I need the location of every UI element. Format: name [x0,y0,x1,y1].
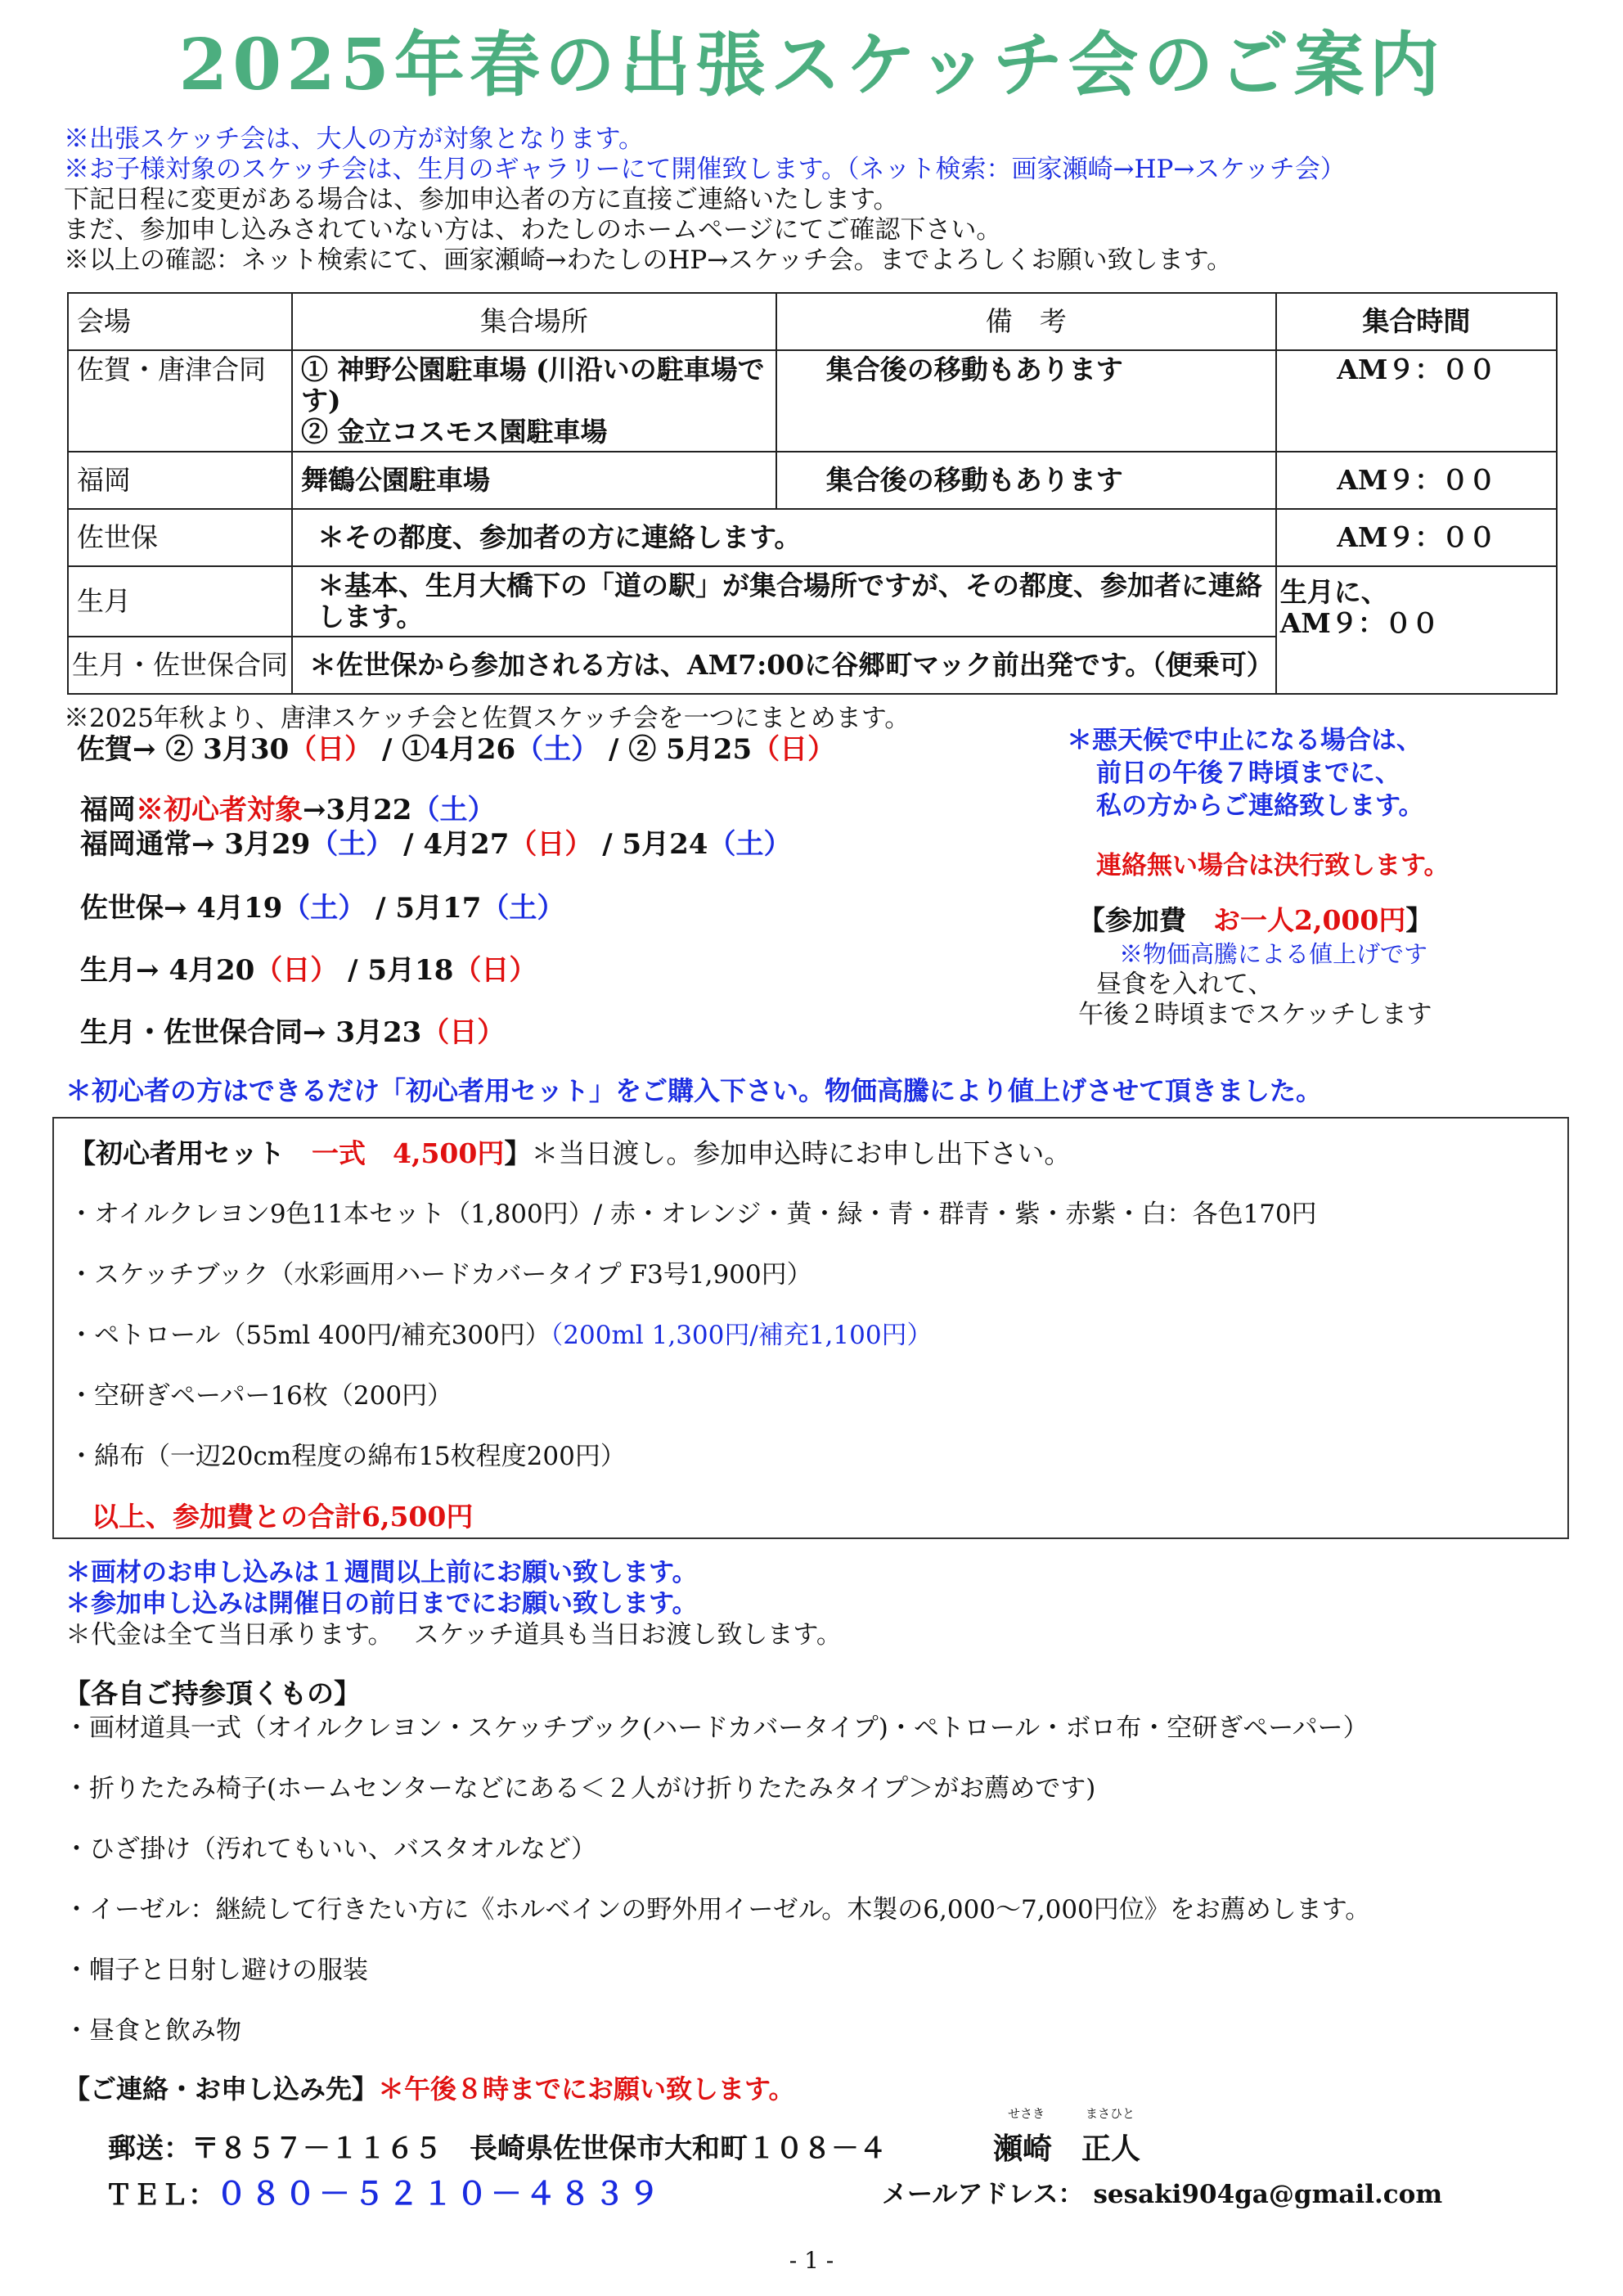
time-line: AM９：００ [1279,607,1439,639]
schedule-saga: 佐賀→ ② 3月30（日） / ①4月26（土） / ② 5月25（日） [77,733,836,766]
span-cell [292,566,1276,637]
header-place: 集合場所 [292,293,776,350]
set-item: ・オイルクレヨン9色11本セット（1,800円）/ 赤・オレンジ・黄・緑・青・群青・紫・赤紫・白：各色170円 [69,1200,1317,1229]
bring-item: ・昼食と飲み物 [64,2016,241,2046]
weather-line: 前日の午後７時頃までに、 [1096,759,1400,788]
weather-line: ＊悪天候で中止になる場合は、 [1067,726,1422,755]
time-line: 生月に、 [1279,576,1388,608]
note-cell: 集合後の移動もあります [776,350,1276,452]
venue-cell: 生月・佐世保合同 [68,637,292,694]
contact-address: 郵送：〒８５７－１１６５ 長崎県佐世保市大和町１０８－４ [108,2132,887,2165]
span-text: ＊基本、生月大橋下の「道の駅」が集合場所ですが、その都度、参加者に連絡します。 [317,569,1262,633]
page-number: - 1 - [789,2247,834,2274]
place-line: ② 金立コスモス園駐車場 [301,416,608,448]
intro-line: 下記日程に変更がある場合は、参加申込者の方に直接ご連絡いたします。 [64,185,899,214]
fee-note: ※物価高騰による値上げです [1119,940,1428,968]
weather-line: 私の方からご連絡致します。 [1096,791,1424,821]
contact-mail: メールアドレス： sesaki904ga@gmail.com [882,2180,1443,2209]
bring-item: ・画材道具一式（オイルクレヨン・スケッチブック(ハードカバータイプ)・ペトロール・ボロ布・空研ぎペーパー） [64,1713,1369,1743]
lunch-line: 午後２時頃までスケッチします [1078,1000,1432,1029]
time-cell [1276,566,1557,694]
time-cell: AM９：００ [1276,452,1557,509]
set-item: ・空研ぎペーパー16枚（200円） [69,1381,453,1411]
intro-line: まだ、参加申し込みされていない方は、わたしのホームページにてご確認下さい。 [64,215,1002,245]
intro-line: ※出張スケッチ会は、大人の方が対象となります。 [64,124,644,154]
intro-notes [64,124,1346,276]
intro-line: ※以上の確認：ネット検索にて、画家瀬崎→わたしのHP→スケッチ会。までよろしくお願い致します。 [64,245,1233,275]
header-venue: 会場 [68,293,292,350]
header-note: 備 考 [776,293,1276,350]
table-row [68,452,1557,509]
set-total: 以上、参加費との合計6,500円 [92,1501,474,1533]
place-cell [292,350,776,452]
schedule-joint: 生月・佐世保合同→ 3月23（日） [80,1016,506,1049]
notice-line: ＊参加申し込みは開催日の前日までにお願い致します。 [65,1589,698,1618]
schedule-fukuoka-beginner: 福岡※初心者対象→3月22（土） [80,794,496,826]
notice-line: ＊代金は全て当日承ります。 スケッチ道具も当日お渡し致します。 [65,1620,842,1650]
time-cell: AM９：００ [1276,350,1557,452]
lunch-line: 昼食を入れて、 [1096,970,1274,999]
place-cell: 舞鶴公園駐車場 [292,452,776,509]
weather-proceed: 連絡無い場合は決行致します。 [1096,851,1450,880]
name-ruby: せさき まさひと [1008,2106,1135,2121]
fee-line: 【参加費 お一人2,000円】 [1078,904,1433,936]
venue-cell: 福岡 [68,452,292,509]
set-item: ・スケッチブック（水彩画用ハードカバータイプ F3号1,900円） [69,1260,812,1290]
beginner-note: ＊初心者の方はできるだけ「初心者用セット」をご購入下さい。物価高騰により値上げさせて頂きました。 [65,1075,1323,1106]
page-title: 2025年春の出張スケッチ会のご案内 [178,24,1445,106]
bring-item: ・ひざ掛け（汚れてもいい、バスタオルなど） [64,1835,596,1864]
schedule-sasebo: 佐世保→ 4月19（土） / 5月17（土） [80,892,565,925]
time-cell: AM９：００ [1276,509,1557,566]
set-item: ・綿布（一辺20cm程度の綿布15枚程度200円） [69,1442,626,1471]
schedule-fukuoka-regular: 福岡通常→ 3月29（土） / 4月27（日） / 5月24（土） [80,828,792,861]
notice-line: ＊画材のお申し込みは１週間以上前にお願い致します。 [65,1558,698,1587]
bring-heading: 【各自ご持参頂くもの】 [64,1677,361,1709]
span-cell: ＊佐世保から参加される方は、AM7:00に谷郷町マック前出発です。（便乗可） [292,637,1276,694]
bring-item: ・帽子と日射し避けの服装 [64,1956,368,1985]
contact-tel: ＴＥＬ：０８０－５２１０－４８３９ [105,2176,663,2212]
table-row [68,566,1557,637]
place-line: ① 神野公園駐車場 (川沿いの駐車場です) [301,353,765,416]
venue-cell: 生月 [68,566,292,637]
note-cell: 集合後の移動もあります [776,452,1276,509]
tel-number[interactable]: ０８０－５２１０－４８３９ [216,2176,663,2212]
bring-item: ・折りたたみ椅子(ホームセンターなどにある＜２人がけ折りたたみタイプ＞がお薦めです) [64,1774,1096,1803]
set-item-petrol: ・ペトロール（55ml 400円/補充300円）（200ml 1,300円/補充1,100円） [69,1321,933,1350]
autumn-note: ※2025年秋より、唐津スケッチ会と佐賀スケッチ会を一つにまとめます。 [64,704,910,733]
header-time: 集合時間 [1276,293,1557,350]
intro-line: ※お子様対象のスケッチ会は、生月のギャラリーにて開催致します。（ネット検索：画家瀬崎→HP→スケッチ会） [64,155,1346,184]
contact-name: 瀬崎 正人 [993,2132,1141,2166]
venue-table [67,292,1558,695]
span-cell: ＊その都度、参加者の方に連絡します。 [292,509,1276,566]
venue-cell: 佐賀・唐津合同 [68,350,292,452]
table-row [68,350,1557,452]
table-header-row [68,293,1557,350]
venue-cell: 佐世保 [68,509,292,566]
mail-address[interactable]: sesaki904ga@gmail.com [1093,2180,1443,2209]
schedule-ikitsuki: 生月→ 4月20（日） / 5月18（日） [80,954,537,987]
set-heading: 【初心者用セット 一式 4,500円】＊当日渡し。参加申込時にお申し出下さい。 [69,1137,1072,1169]
bring-item: ・イーゼル：継続して行きたい方に《ホルベインの野外用イーゼル。木製の6,000～7,000円位》をお薦めします。 [64,1895,1371,1925]
table-row [68,509,1557,566]
contact-heading: 【ご連絡・お申し込み先】＊午後８時までにお願い致します。 [64,2073,795,2105]
